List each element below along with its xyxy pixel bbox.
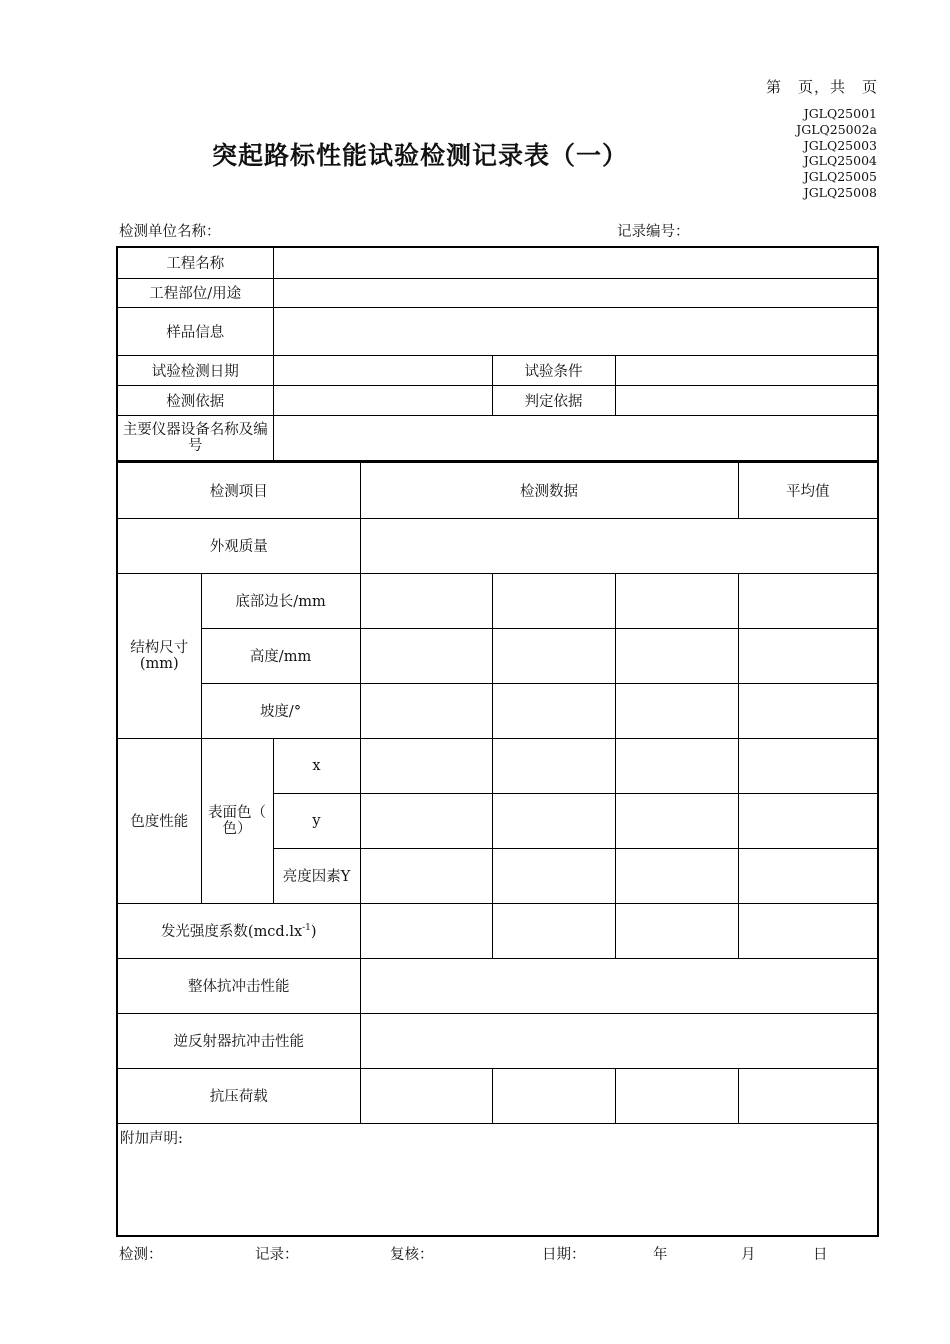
project-part-label: 工程部位/用途 bbox=[118, 278, 273, 307]
project-name-label: 工程名称 bbox=[118, 248, 273, 278]
data-cell[interactable] bbox=[492, 628, 615, 683]
data-cell[interactable] bbox=[360, 848, 492, 903]
test-unit-label: 检测单位名称： bbox=[119, 224, 221, 240]
remarks-field[interactable] bbox=[118, 1123, 877, 1235]
y-label: y bbox=[273, 793, 360, 848]
data-cell[interactable] bbox=[360, 683, 492, 738]
data-cell[interactable] bbox=[615, 628, 738, 683]
remarks-label: 附加声明: bbox=[120, 1130, 183, 1147]
data-cell[interactable] bbox=[615, 793, 738, 848]
form-code: JGLQ25001 bbox=[803, 106, 877, 121]
table-row bbox=[118, 958, 877, 1013]
record-number-label: 记录编号： bbox=[617, 224, 690, 240]
avg-cell[interactable] bbox=[738, 1068, 877, 1123]
appearance-label: 外观质量 bbox=[118, 518, 360, 573]
luminous-label-sup: -1 bbox=[302, 923, 311, 934]
data-cell[interactable] bbox=[492, 1068, 615, 1123]
table-row bbox=[118, 278, 877, 307]
height-label: 高度/mm bbox=[201, 628, 360, 683]
table-row bbox=[118, 518, 877, 573]
data-cell[interactable] bbox=[615, 903, 738, 958]
data-cell[interactable] bbox=[360, 628, 492, 683]
appearance-field[interactable] bbox=[360, 518, 877, 573]
luminous-label-text: 发光强度系数(mcd.lx bbox=[160, 924, 303, 940]
bottom-edge-label: 底部边长/mm bbox=[201, 573, 360, 628]
avg-cell[interactable] bbox=[738, 793, 877, 848]
data-cell[interactable] bbox=[615, 738, 738, 793]
form-code: JGLQ25005 bbox=[803, 169, 877, 185]
table-row bbox=[118, 385, 877, 415]
surface-color-label: 表面色（ 色） bbox=[201, 738, 273, 903]
data-cell[interactable] bbox=[615, 683, 738, 738]
table-row bbox=[118, 903, 877, 958]
chroma-label: 色度性能 bbox=[118, 738, 201, 903]
data-cell[interactable] bbox=[492, 903, 615, 958]
test-condition-field[interactable] bbox=[615, 355, 877, 385]
avg-cell[interactable] bbox=[738, 573, 877, 628]
equipment-label: 主要仪器设备名称及编号 bbox=[118, 415, 273, 460]
inspect-label: 检测： bbox=[119, 1247, 163, 1263]
judge-basis-label: 判定依据 bbox=[492, 385, 615, 415]
test-condition-label: 试验条件 bbox=[492, 355, 615, 385]
data-cell[interactable] bbox=[360, 573, 492, 628]
structure-label: 结构尺寸(mm) bbox=[118, 573, 201, 738]
data-cell[interactable] bbox=[360, 903, 492, 958]
data-cell[interactable] bbox=[360, 793, 492, 848]
project-part-field[interactable] bbox=[273, 278, 877, 307]
year-label: 年 bbox=[653, 1247, 668, 1263]
table-row bbox=[118, 307, 877, 355]
data-cell[interactable] bbox=[360, 738, 492, 793]
data-cell[interactable] bbox=[615, 1068, 738, 1123]
table-row bbox=[118, 1123, 877, 1235]
table-row bbox=[118, 1013, 877, 1068]
avg-cell[interactable] bbox=[738, 628, 877, 683]
form-code: JGLQ25003 bbox=[803, 137, 877, 153]
data-cell[interactable] bbox=[615, 573, 738, 628]
review-label: 复核： bbox=[390, 1247, 434, 1263]
col-data-header: 检测数据 bbox=[360, 463, 738, 518]
day-label: 日 bbox=[813, 1247, 828, 1263]
avg-cell[interactable] bbox=[738, 848, 877, 903]
data-table bbox=[116, 461, 879, 1237]
table-row bbox=[118, 355, 877, 385]
avg-cell[interactable] bbox=[738, 738, 877, 793]
judge-basis-field[interactable] bbox=[615, 385, 877, 415]
equipment-field[interactable] bbox=[273, 415, 877, 460]
table-row bbox=[118, 573, 877, 628]
form-code: JGLQ25004 bbox=[803, 153, 877, 169]
test-date-label: 试验检测日期 bbox=[118, 355, 273, 385]
overall-impact-label: 整体抗冲击性能 bbox=[118, 958, 360, 1013]
data-grid bbox=[118, 463, 877, 1235]
data-cell[interactable] bbox=[492, 738, 615, 793]
retro-impact-label: 逆反射器抗冲击性能 bbox=[118, 1013, 360, 1068]
form-code: JGLQ25002a bbox=[796, 121, 877, 137]
table-row bbox=[118, 738, 877, 793]
luminous-intensity-label bbox=[118, 903, 360, 958]
test-basis-field[interactable] bbox=[273, 385, 492, 415]
table-row bbox=[118, 628, 877, 683]
table-row bbox=[118, 683, 877, 738]
test-basis-label: 检测依据 bbox=[118, 385, 273, 415]
form-codes bbox=[740, 106, 877, 201]
date-label: 日期： bbox=[542, 1247, 586, 1263]
info-grid bbox=[118, 248, 877, 460]
page-number: 第 页，共 页 bbox=[766, 78, 879, 96]
data-cell[interactable] bbox=[615, 848, 738, 903]
table-row bbox=[118, 463, 877, 518]
data-cell[interactable] bbox=[360, 1068, 492, 1123]
x-label: x bbox=[273, 738, 360, 793]
data-cell[interactable] bbox=[492, 573, 615, 628]
luminous-label-close: ) bbox=[310, 924, 317, 940]
luminance-label: 亮度因素Y bbox=[273, 848, 360, 903]
overall-impact-field[interactable] bbox=[360, 958, 877, 1013]
avg-cell[interactable] bbox=[738, 903, 877, 958]
table-row bbox=[118, 1068, 877, 1123]
data-cell[interactable] bbox=[492, 793, 615, 848]
slope-label: 坡度/° bbox=[201, 683, 360, 738]
project-name-field[interactable] bbox=[273, 248, 877, 278]
data-cell[interactable] bbox=[492, 848, 615, 903]
data-cell[interactable] bbox=[492, 683, 615, 738]
test-date-field[interactable] bbox=[273, 355, 492, 385]
table-row bbox=[118, 415, 877, 460]
info-table bbox=[116, 246, 879, 462]
retro-impact-field[interactable] bbox=[360, 1013, 877, 1068]
col-avg-header: 平均值 bbox=[738, 463, 877, 518]
col-item-header: 检测项目 bbox=[118, 463, 360, 518]
form-code: JGLQ25008 bbox=[803, 184, 877, 200]
sample-info-label: 样品信息 bbox=[118, 307, 273, 355]
sample-info-field[interactable] bbox=[273, 307, 877, 355]
compression-label: 抗压荷载 bbox=[118, 1068, 360, 1123]
avg-cell[interactable] bbox=[738, 683, 877, 738]
table-row bbox=[118, 248, 877, 278]
record-label: 记录： bbox=[255, 1247, 299, 1263]
page-title: 突起路标性能试验检测记录表（一） bbox=[211, 141, 628, 170]
month-label: 月 bbox=[741, 1247, 756, 1263]
